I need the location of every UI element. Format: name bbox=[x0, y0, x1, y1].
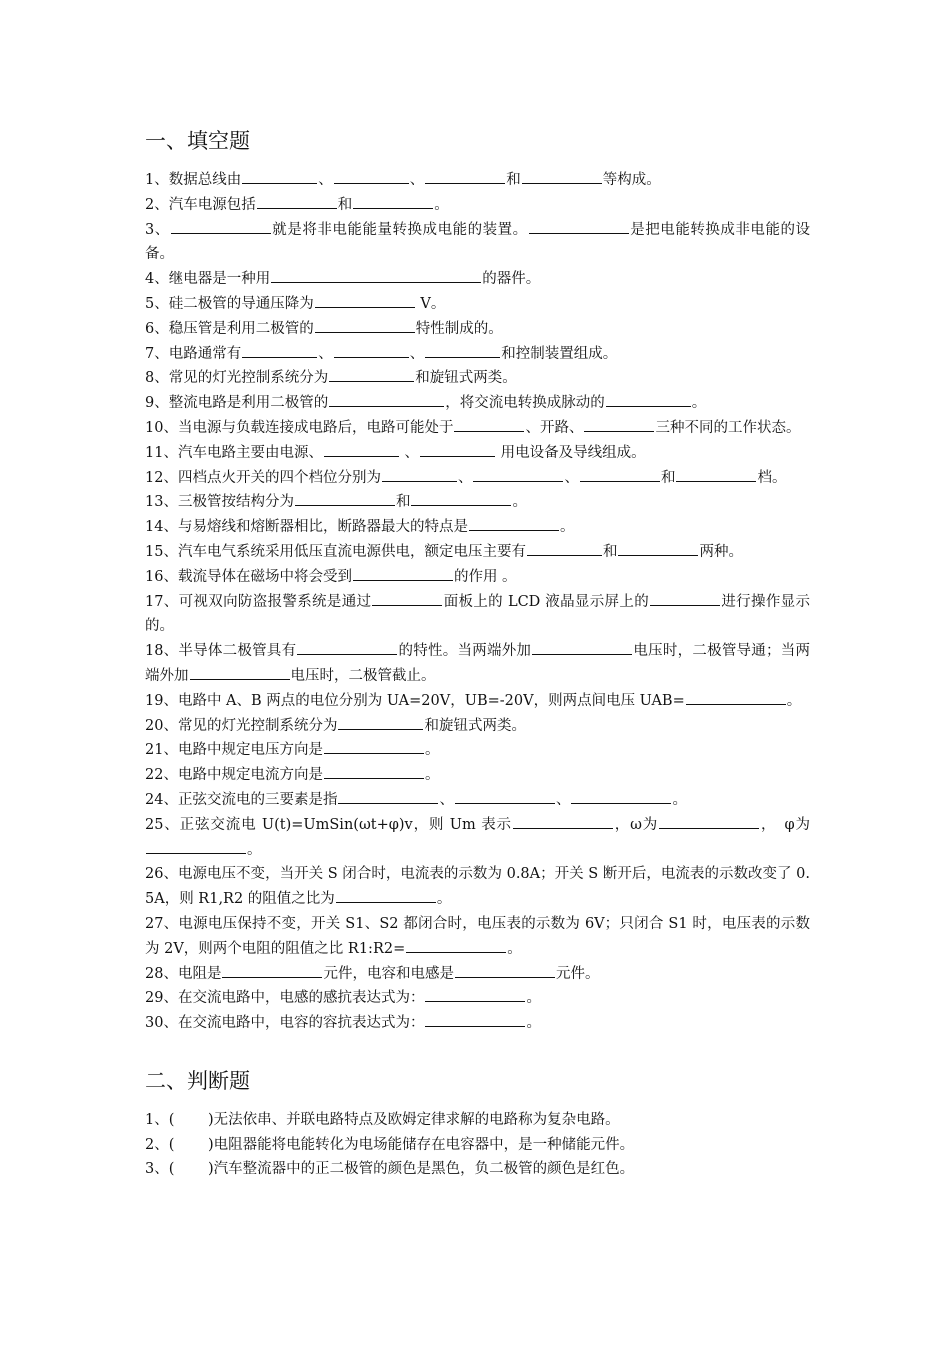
answer-blank[interactable] bbox=[271, 268, 481, 283]
answer-blank[interactable] bbox=[171, 219, 271, 234]
section-title-fill-in: 一、填空题 bbox=[145, 129, 250, 153]
answer-blank[interactable] bbox=[454, 417, 524, 432]
question-21: 21、电路中规定电压方向是 。 bbox=[145, 738, 810, 763]
question-13: 13、三极管按结构分为 和 。 bbox=[145, 490, 810, 515]
answer-blank[interactable] bbox=[580, 467, 660, 482]
answer-blank[interactable] bbox=[353, 566, 453, 581]
answer-blank[interactable] bbox=[315, 293, 415, 308]
answer-blank[interactable] bbox=[659, 814, 759, 829]
answer-blank[interactable] bbox=[411, 491, 511, 506]
question-11: 11、汽车电路主要由电源、 、 用电设备及导线组成。 bbox=[145, 441, 810, 466]
answer-blank[interactable] bbox=[455, 963, 555, 978]
question-14: 14、与易熔线和熔断器相比，断路器最大的特点是 。 bbox=[145, 515, 810, 540]
question-18: 18、半导体二极管具有 的特性。当两端外加 电压时，二极管导通；当两端外加 电压时，二极管截止。 bbox=[145, 639, 810, 689]
answer-blank[interactable] bbox=[257, 194, 337, 209]
answer-blank[interactable] bbox=[455, 789, 555, 804]
answer-blank[interactable] bbox=[334, 343, 409, 358]
answer-blank[interactable] bbox=[190, 665, 290, 680]
answer-blank[interactable] bbox=[618, 541, 698, 556]
answer-blank[interactable] bbox=[336, 888, 436, 903]
question-3: 3、 就是将非电能能量转换成电能的装置。 是把电能转换成非电能的设备。 bbox=[145, 218, 810, 268]
question-16: 16、载流导体在磁场中将会受到 的作用 。 bbox=[145, 565, 810, 590]
answer-blank[interactable] bbox=[584, 417, 654, 432]
answer-blank[interactable] bbox=[353, 194, 433, 209]
question-27: 27、电源电压保持不变，开关 S1、S2 都闭合时，电压表的示数为 6V；只闭合 S1 时，电压表的示数为 2V，则两个电阻的阻值之比 R1:R2= 。 bbox=[145, 915, 810, 957]
answer-blank[interactable] bbox=[338, 715, 423, 730]
answer-blank[interactable] bbox=[513, 814, 613, 829]
judgment-1: 1、( )无法依串、并联电路特点及欧姆定律求解的电路称为复杂电路。 bbox=[145, 1111, 620, 1128]
question-2: 2、汽车电源包括 和 。 bbox=[145, 193, 810, 218]
question-9: 9、整流电路是利用二极管的 ，将交流电转换成脉动的 。 bbox=[145, 391, 810, 416]
answer-blank[interactable] bbox=[329, 392, 444, 407]
question-25: 25、正弦交流电 U(t)=UmSin(ωt+φ)v，则 Um 表示 ，ω为 ， φ为。 bbox=[145, 813, 810, 863]
question-5: 5、硅二极管的导通压降为 V。 bbox=[145, 292, 810, 317]
answer-blank[interactable] bbox=[522, 169, 602, 184]
answer-blank[interactable] bbox=[571, 789, 671, 804]
answer-blank[interactable] bbox=[425, 1012, 525, 1027]
answer-blank[interactable] bbox=[425, 987, 525, 1002]
question-17: 17、可视双向防盗报警系统是通过 面板上的 LCD 液晶显示屏上的 进行操作显示的。 bbox=[145, 590, 810, 640]
question-8: 8、常见的灯光控制系统分为 和旋钮式两类。 bbox=[145, 366, 810, 391]
answer-blank[interactable] bbox=[146, 839, 246, 854]
question-15: 15、汽车电气系统采用低压直流电源供电，额定电压主要有 和 两种。 bbox=[145, 540, 810, 565]
answer-blank[interactable] bbox=[686, 690, 786, 705]
answer-blank[interactable] bbox=[606, 392, 691, 407]
answer-blank[interactable] bbox=[334, 169, 409, 184]
answer-blank[interactable] bbox=[242, 343, 317, 358]
question-22: 22、电路中规定电流方向是 。 bbox=[145, 763, 810, 788]
question-10: 10、当电源与负载连接成电路后，电路可能处于 、开路、 三种不同的工作状态。 bbox=[145, 416, 810, 441]
section-title-true-false: 二、判断题 bbox=[145, 1068, 250, 1093]
question-4: 4、继电器是一种用 的器件。 bbox=[145, 267, 810, 292]
question-28: 28、电阻是 元件，电容和电感是 元件。 bbox=[145, 962, 810, 987]
answer-blank[interactable] bbox=[425, 169, 505, 184]
judgment-3: 3、( )汽车整流器中的正二极管的颜色是黑色，负二极管的颜色是红色。 bbox=[145, 1161, 635, 1178]
question-24: 24、正弦交流电的三要素是指 、 、 。 bbox=[145, 788, 810, 813]
answer-blank[interactable] bbox=[242, 169, 317, 184]
question-12: 12、四档点火开关的四个档位分别为 、 、 和 档。 bbox=[145, 466, 810, 491]
answer-blank[interactable] bbox=[425, 343, 500, 358]
answer-blank[interactable] bbox=[473, 467, 563, 482]
answer-blank[interactable] bbox=[420, 442, 495, 457]
answer-blank[interactable] bbox=[329, 367, 414, 382]
question-30: 30、在交流电路中，电容的容抗表达式为： 。 bbox=[145, 1011, 810, 1036]
question-29: 29、在交流电路中，电感的感抗表达式为： 。 bbox=[145, 986, 810, 1011]
answer-blank[interactable] bbox=[527, 541, 602, 556]
answer-blank[interactable] bbox=[469, 516, 559, 531]
question-19: 19、电路中 A、B 两点的电位分别为 UA=20V，UB=-20V，则两点间电压 UAB= 。 bbox=[145, 689, 810, 714]
answer-blank[interactable] bbox=[222, 963, 322, 978]
answer-blank[interactable] bbox=[406, 938, 506, 953]
answer-blank[interactable] bbox=[324, 764, 424, 779]
judgment-2: 2、( )电阻器能将电能转化为电场能储存在电容器中，是一种储能元件。 bbox=[145, 1136, 635, 1153]
answer-blank[interactable] bbox=[529, 219, 629, 234]
answer-blank[interactable] bbox=[372, 591, 442, 606]
answer-blank[interactable] bbox=[324, 442, 399, 457]
answer-blank[interactable] bbox=[338, 789, 438, 804]
answer-blank[interactable] bbox=[297, 640, 397, 655]
answer-blank[interactable] bbox=[382, 467, 457, 482]
answer-blank[interactable] bbox=[532, 640, 632, 655]
answer-blank[interactable] bbox=[295, 491, 395, 506]
question-20: 20、常见的灯光控制系统分为 和旋钮式两类。 bbox=[145, 714, 810, 739]
answer-blank[interactable] bbox=[676, 467, 756, 482]
question-7: 7、电路通常有 、 、 和控制装置组成。 bbox=[145, 342, 810, 367]
question-6: 6、稳压管是利用二极管的 特性制成的。 bbox=[145, 317, 810, 342]
question-1: 1、数据总线由 、 、 和 等构成。 bbox=[145, 168, 810, 193]
document-page bbox=[145, 126, 810, 1182]
answer-blank[interactable] bbox=[324, 739, 424, 754]
answer-blank[interactable] bbox=[650, 591, 720, 606]
answer-blank[interactable] bbox=[315, 318, 415, 333]
question-26: 26、电源电压不变，当开关 S 闭合时，电流表的示数为 0.8A；开关 S 断开后，电流表的示数改变了 0.5A，则 R1,R2 的阻值之比为 。 bbox=[145, 866, 810, 908]
